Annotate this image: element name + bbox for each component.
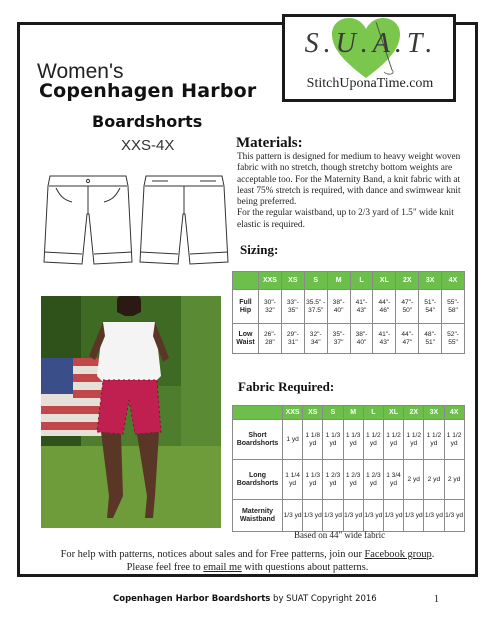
table-cell: 52"- 55" bbox=[442, 324, 465, 354]
materials-text bbox=[237, 152, 462, 231]
col-header: S bbox=[323, 406, 343, 420]
col-header: 4X bbox=[442, 272, 465, 290]
col-header: L bbox=[350, 272, 373, 290]
title-line-2: Copenhagen Harbor bbox=[39, 80, 257, 102]
table-cell: 1/3 yd bbox=[424, 500, 444, 532]
sizing-heading: Sizing: bbox=[240, 242, 279, 257]
table-cell: 55"- 58" bbox=[442, 290, 465, 324]
logo-bottom-text: StitchUponaTime.com bbox=[306, 76, 434, 91]
table-cell: 1 2/3 yd bbox=[363, 460, 383, 500]
help-text bbox=[24, 548, 471, 574]
table-cell: 47"- 50" bbox=[396, 290, 419, 324]
table-cell: 44"- 47" bbox=[396, 324, 419, 354]
col-header: XXS bbox=[283, 406, 303, 420]
table-cell: 1/3 yd bbox=[383, 500, 403, 532]
table-cell: 1 1/8 yd bbox=[303, 420, 323, 460]
help-line-1 bbox=[24, 548, 471, 561]
table-cell: 32"- 34" bbox=[304, 324, 327, 354]
table-cell: 44"- 46" bbox=[373, 290, 396, 324]
table-cell: 1/3 yd bbox=[444, 500, 464, 532]
table-cell: 1 1/3 yd bbox=[323, 420, 343, 460]
materials-heading: Materials: bbox=[236, 135, 303, 151]
col-header bbox=[233, 272, 259, 290]
table-cell: 41"- 43" bbox=[373, 324, 396, 354]
table-cell: 1 3/4 yd bbox=[383, 460, 403, 500]
materials-paragraph-2: For the regular waistband, up to 2/3 yard of 1.5" wide knit elastic is required. bbox=[237, 208, 454, 230]
materials-paragraph-1: This pattern is designed for medium to heavy weight woven fabric with no stretch, though stretchy bottom weights are acceptable too. For the Maternity Band, a knit fabric with at least 75% stretch is required, with dance and swimwear knit being preferred. bbox=[237, 152, 461, 208]
table-cell: 29"- 31" bbox=[281, 324, 304, 354]
row-label: Full Hip bbox=[233, 290, 259, 324]
table-cell: 35.5" - 37.5" bbox=[304, 290, 327, 324]
table-cell: 1 1/2 yd bbox=[363, 420, 383, 460]
row-label: Short Boardshorts bbox=[233, 420, 283, 460]
col-header: L bbox=[363, 406, 383, 420]
help-line-1-end: . bbox=[431, 549, 435, 560]
table-cell: 1 1/2 yd bbox=[444, 420, 464, 460]
size-range: XXS-4X bbox=[121, 137, 175, 154]
col-header: XS bbox=[303, 406, 323, 420]
footer-title: Copenhagen Harbor Boardshorts bbox=[113, 594, 271, 604]
col-header: 4X bbox=[444, 406, 464, 420]
table-cell: 33"- 35" bbox=[281, 290, 304, 324]
front-shorts-sketch bbox=[42, 170, 134, 268]
page-number: 1 bbox=[434, 594, 439, 605]
row-label: Long Boardshorts bbox=[233, 460, 283, 500]
model-photo bbox=[41, 296, 221, 528]
table-cell: 38"- 40" bbox=[350, 324, 373, 354]
table-cell: 1/3 yd bbox=[323, 500, 343, 532]
table-cell: 1/3 yd bbox=[404, 500, 424, 532]
table-cell: 35"- 37" bbox=[327, 324, 350, 354]
col-header: XL bbox=[383, 406, 403, 420]
col-header: 2X bbox=[404, 406, 424, 420]
row-label: Maternity Waistband bbox=[233, 500, 283, 532]
col-header: XL bbox=[373, 272, 396, 290]
table-cell: 1 yd bbox=[283, 420, 303, 460]
email-link[interactable]: email me bbox=[203, 562, 242, 573]
col-header: 3X bbox=[419, 272, 442, 290]
logo-top-text: S.U.A.T. bbox=[304, 28, 438, 59]
table-cell: 2 yd bbox=[424, 460, 444, 500]
fabric-width-note: Based on 44" wide fabric bbox=[294, 530, 386, 540]
table-cell: 38"- 40" bbox=[327, 290, 350, 324]
table-cell: 1/3 yd bbox=[303, 500, 323, 532]
footer bbox=[113, 594, 377, 604]
table-cell: 30"- 32" bbox=[259, 290, 282, 324]
table-cell: 1 1/2 yd bbox=[404, 420, 424, 460]
table-cell: 1 1/4 yd bbox=[283, 460, 303, 500]
title-line-3: Boardshorts bbox=[92, 112, 203, 131]
col-header: XXS bbox=[259, 272, 282, 290]
col-header bbox=[233, 406, 283, 420]
table-cell: 1/3 yd bbox=[283, 500, 303, 532]
table-cell: 51"- 54" bbox=[419, 290, 442, 324]
help-line-2 bbox=[24, 561, 471, 574]
help-line-2-end: with questions about patterns. bbox=[241, 562, 369, 573]
help-line-2-text: Please feel free to bbox=[126, 562, 204, 573]
table-cell: 1/3 yd bbox=[363, 500, 383, 532]
table-cell: 48"- 51" bbox=[419, 324, 442, 354]
table-cell: 1/3 yd bbox=[343, 500, 363, 532]
table-cell: 1 2/3 yd bbox=[323, 460, 343, 500]
sizing-table bbox=[232, 271, 465, 354]
table-cell: 1 1/2 yd bbox=[424, 420, 444, 460]
col-header: M bbox=[343, 406, 363, 420]
row-label: Low Waist bbox=[233, 324, 259, 354]
col-header: M bbox=[327, 272, 350, 290]
col-header: 2X bbox=[396, 272, 419, 290]
fabric-table bbox=[232, 405, 465, 532]
help-line-1-text: For help with patterns, notices about sales and for Free patterns, join our bbox=[60, 549, 365, 560]
col-header: 3X bbox=[424, 406, 444, 420]
table-cell: 26"- 28" bbox=[259, 324, 282, 354]
table-cell: 1 1/3 yd bbox=[343, 420, 363, 460]
facebook-group-link[interactable]: Facebook group bbox=[364, 549, 432, 560]
table-cell: 1 1/3 yd bbox=[303, 460, 323, 500]
table-cell: 2 yd bbox=[404, 460, 424, 500]
title-line-1: Women's bbox=[37, 60, 124, 83]
col-header: S bbox=[304, 272, 327, 290]
footer-copyright: by SUAT Copyright 2016 bbox=[270, 594, 377, 604]
table-cell: 2 yd bbox=[444, 460, 464, 500]
back-shorts-sketch bbox=[138, 170, 230, 268]
fabric-heading: Fabric Required: bbox=[238, 379, 335, 394]
table-cell: 1 1/2 yd bbox=[383, 420, 403, 460]
table-cell: 41"- 43" bbox=[350, 290, 373, 324]
table-cell: 1 2/3 yd bbox=[343, 460, 363, 500]
col-header: XS bbox=[281, 272, 304, 290]
